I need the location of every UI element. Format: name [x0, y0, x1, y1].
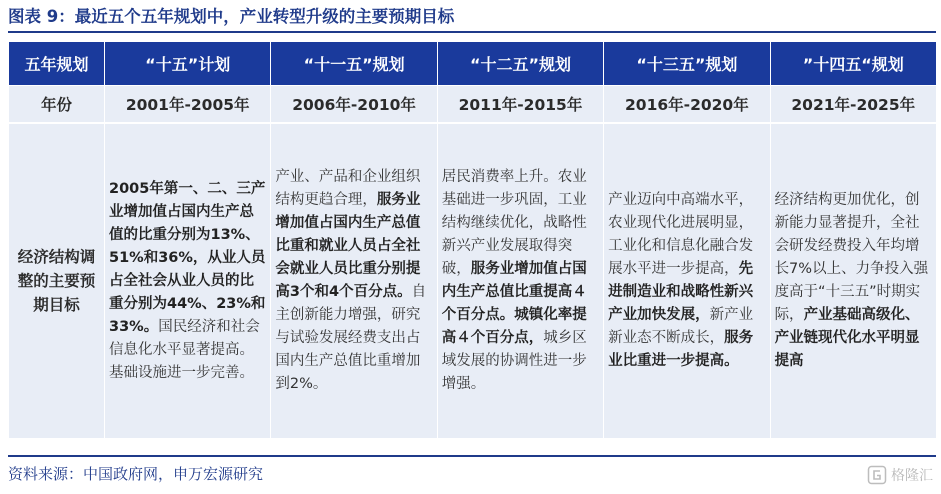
header-cell-12th: “十二五”规划 [437, 42, 603, 86]
footer-divider [8, 455, 936, 457]
header-row [9, 42, 937, 86]
goal-13th-text-1: 产业迈向中高端水平，农业现代化进展明显，工业化和信息化融合发展水平进一步提高， [608, 192, 754, 277]
header-cell-13th: “十三五”规划 [604, 42, 770, 86]
goal-11th-text-2: 服务业增加值占国内生产总值比重和就业人员占全社会就业人员比重分别提高3个和4个百分点。 [275, 192, 421, 300]
goal-11th-text-1: 产业、产品和企业组织结构更趋合理， [275, 169, 421, 208]
goal-13th-text-4: 服务业比重进一步提高。 [608, 330, 754, 369]
five-year-plan-table [8, 42, 937, 438]
source-note: 资料来源：中国政府网，申万宏源研究 [8, 465, 264, 483]
goals-row [9, 123, 937, 438]
gelonghui-logo-icon [867, 465, 887, 485]
year-row-label: 年份 [9, 86, 105, 124]
year-cell-11th: 2006年-2010年 [271, 86, 437, 124]
goal-cell-11th [271, 123, 437, 438]
year-cell-13th: 2016年-2020年 [604, 86, 770, 124]
year-cell-10th: 2001年-2005年 [105, 86, 271, 124]
header-cell-plan: 五年规划 [9, 42, 105, 86]
year-row [9, 86, 937, 124]
year-cell-14th: 2021年-2025年 [770, 86, 936, 124]
goals-row-label: 经济结构调整的主要预期目标 [9, 123, 105, 438]
goal-cell-12th [437, 123, 603, 438]
header-cell-14th: ”十四五“规划 [770, 42, 936, 86]
watermark-text: 格隆汇 [891, 468, 933, 484]
goal-12th-text-1: 居民消费率上升。农业基础进一步巩固，工业结构继续优化，战略性新兴产业发展取得突破， [441, 169, 587, 277]
year-cell-12th: 2011年-2015年 [437, 86, 603, 124]
goal-11th-text-3: 自主创新能力增强，研究与试验发展经费支出占国内生产总值比重增加到2%。 [275, 284, 427, 392]
goal-13th-text-2: 先进制造业和战略性新兴产业加快发展， [608, 261, 754, 323]
goal-12th-text-3: 城乡区域发展的协调性进一步增强。 [441, 330, 587, 392]
header-cell-10th: “十五”计划 [105, 42, 271, 86]
goal-14th-text-1: 经济结构更加优化，创新能力显著提升，全社会研发经费投入年均增长7%以上、力争投入强度高于“十三五”时期实际， [774, 192, 929, 323]
goal-13th-text-3: 新产业新业态不断成长， [608, 307, 754, 346]
goal-14th-text-2: 产业基础高级化、产业链现代化水平明显提高 [774, 307, 920, 369]
goal-cell-13th [604, 123, 770, 438]
title-divider [8, 31, 936, 33]
header-cell-11th: “十一五”规划 [271, 42, 437, 86]
goal-cell-14th [770, 123, 936, 438]
goal-12th-text-2: 服务业增加值占国内生产总值比重提高４个百分点。城镇化率提高４个百分点， [441, 261, 587, 346]
goal-10th-text-1: 2005年第一、二、三产业增加值占国内生产总值的比重分别为13%、51%和36%，从业人员占全社会从业人员的比重分别为44%、23%和33%。 [109, 180, 266, 335]
goal-cell-10th [105, 123, 271, 438]
chart-title: 图表 9：最近五个五年规划中，产业转型升级的主要预期目标 [8, 7, 455, 26]
watermark [867, 463, 933, 487]
goal-10th-text-2: 国民经济和社会信息化水平显著提高。基础设施进一步完善。 [109, 318, 260, 381]
